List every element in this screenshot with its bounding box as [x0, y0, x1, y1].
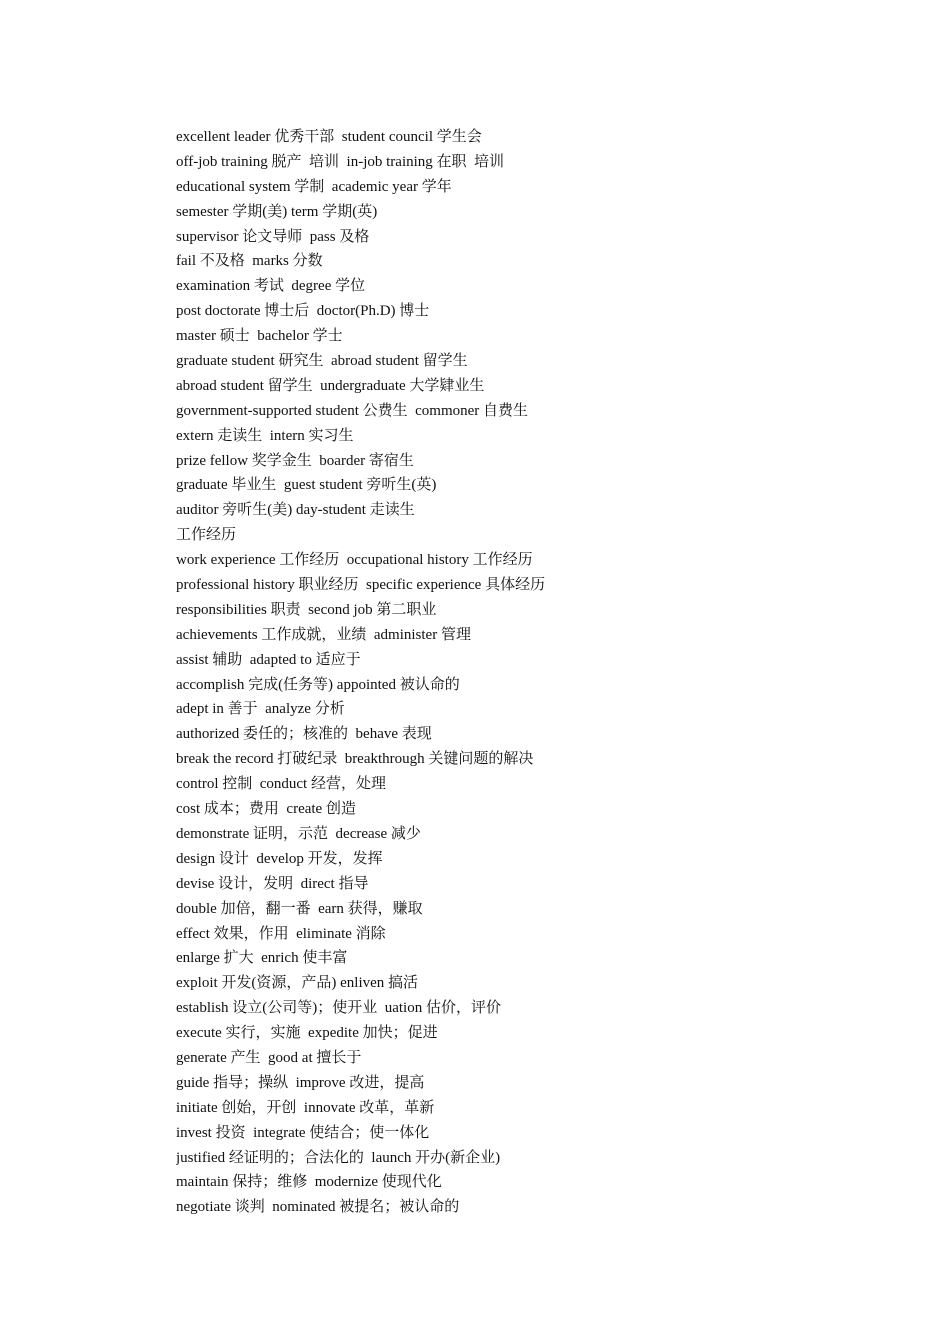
- text-line: cost 成本；费用 create 创造: [176, 801, 356, 818]
- text-line: extern 走读生 intern 实习生: [176, 427, 354, 444]
- text-line: auditor 旁听生(美) day-student 走读生: [176, 502, 415, 519]
- text-line: generate 产生 good at 擅长于: [176, 1049, 362, 1066]
- text-line: abroad student 留学生 undergraduate 大学肄业生: [176, 377, 485, 394]
- text-line: supervisor 论文导师 pass 及格: [176, 228, 370, 245]
- text-line: demonstrate 证明，示范 decrease 减少: [176, 825, 421, 842]
- text-line: work experience 工作经历 occupational history 工作经历: [176, 552, 533, 569]
- text-line: double 加倍，翻一番 earn 获得，赚取: [176, 900, 423, 917]
- text-line: fail 不及格 marks 分数: [176, 253, 323, 270]
- text-line: control 控制 conduct 经营，处理: [176, 776, 386, 793]
- text-line: post doctorate 博士后 doctor(Ph.D) 博士: [176, 303, 430, 320]
- text-line: execute 实行，实施 expedite 加快；促进: [176, 1025, 438, 1042]
- text-line: maintain 保持；维修 modernize 使现代化: [176, 1174, 442, 1191]
- text-line: negotiate 谈判 nominated 被提名；被认命的: [176, 1199, 460, 1216]
- text-line: examination 考试 degree 学位: [176, 278, 366, 295]
- text-line: guide 指导；操纵 improve 改进，提高: [176, 1074, 425, 1091]
- section-heading: 工作经历: [176, 527, 237, 544]
- text-line: achievements 工作成就，业绩 administer 管理: [176, 626, 471, 643]
- text-line: off-job training 脱产 培训 in-job training 在职 培训: [176, 153, 505, 170]
- text-line: professional history 职业经历 specific experience 具体经历: [176, 577, 546, 594]
- text-line: government-supported student 公费生 commoner 自费生: [176, 402, 529, 419]
- text-line: prize fellow 奖学金生 boarder 寄宿生: [176, 452, 414, 469]
- text-line: adept in 善于 analyze 分析: [176, 701, 345, 718]
- vocabulary-list: [176, 125, 876, 1220]
- text-line: graduate 毕业生 guest student 旁听生(英): [176, 477, 437, 494]
- text-line: educational system 学制 academic year 学年: [176, 178, 452, 195]
- text-line: design 设计 develop 开发，发挥: [176, 850, 383, 867]
- text-line: exploit 开发(资源，产品) enliven 搞活: [176, 975, 419, 992]
- text-line: enlarge 扩大 enrich 使丰富: [176, 950, 348, 967]
- text-line: effect 效果，作用 eliminate 消除: [176, 925, 386, 942]
- text-line: master 硕士 bachelor 学士: [176, 328, 343, 345]
- text-line: invest 投资 integrate 使结合；使一体化: [176, 1124, 430, 1141]
- text-line: excellent leader 优秀干部 student council 学生会: [176, 129, 482, 145]
- text-line: initiate 创始，开创 innovate 改革，革新: [176, 1099, 435, 1116]
- text-line: establish 设立(公司等)；使开业 uation 估价，评价: [176, 1000, 501, 1017]
- text-line: devise 设计，发明 direct 指导: [176, 875, 369, 892]
- text-line: authorized 委任的；核准的 behave 表现: [176, 726, 432, 743]
- text-line: accomplish 完成(任务等) appointed 被认命的: [176, 676, 460, 693]
- text-line: semester 学期(美) term 学期(英): [176, 203, 378, 220]
- text-line: assist 辅助 adapted to 适应于: [176, 651, 361, 668]
- text-line: break the record 打破纪录 breakthrough 关键问题的解决: [176, 751, 534, 768]
- text-line: responsibilities 职责 second job 第二职业: [176, 601, 437, 618]
- text-line: justified 经证明的；合法化的 launch 开办(新企业): [176, 1149, 501, 1166]
- text-line: graduate student 研究生 abroad student 留学生: [176, 353, 468, 370]
